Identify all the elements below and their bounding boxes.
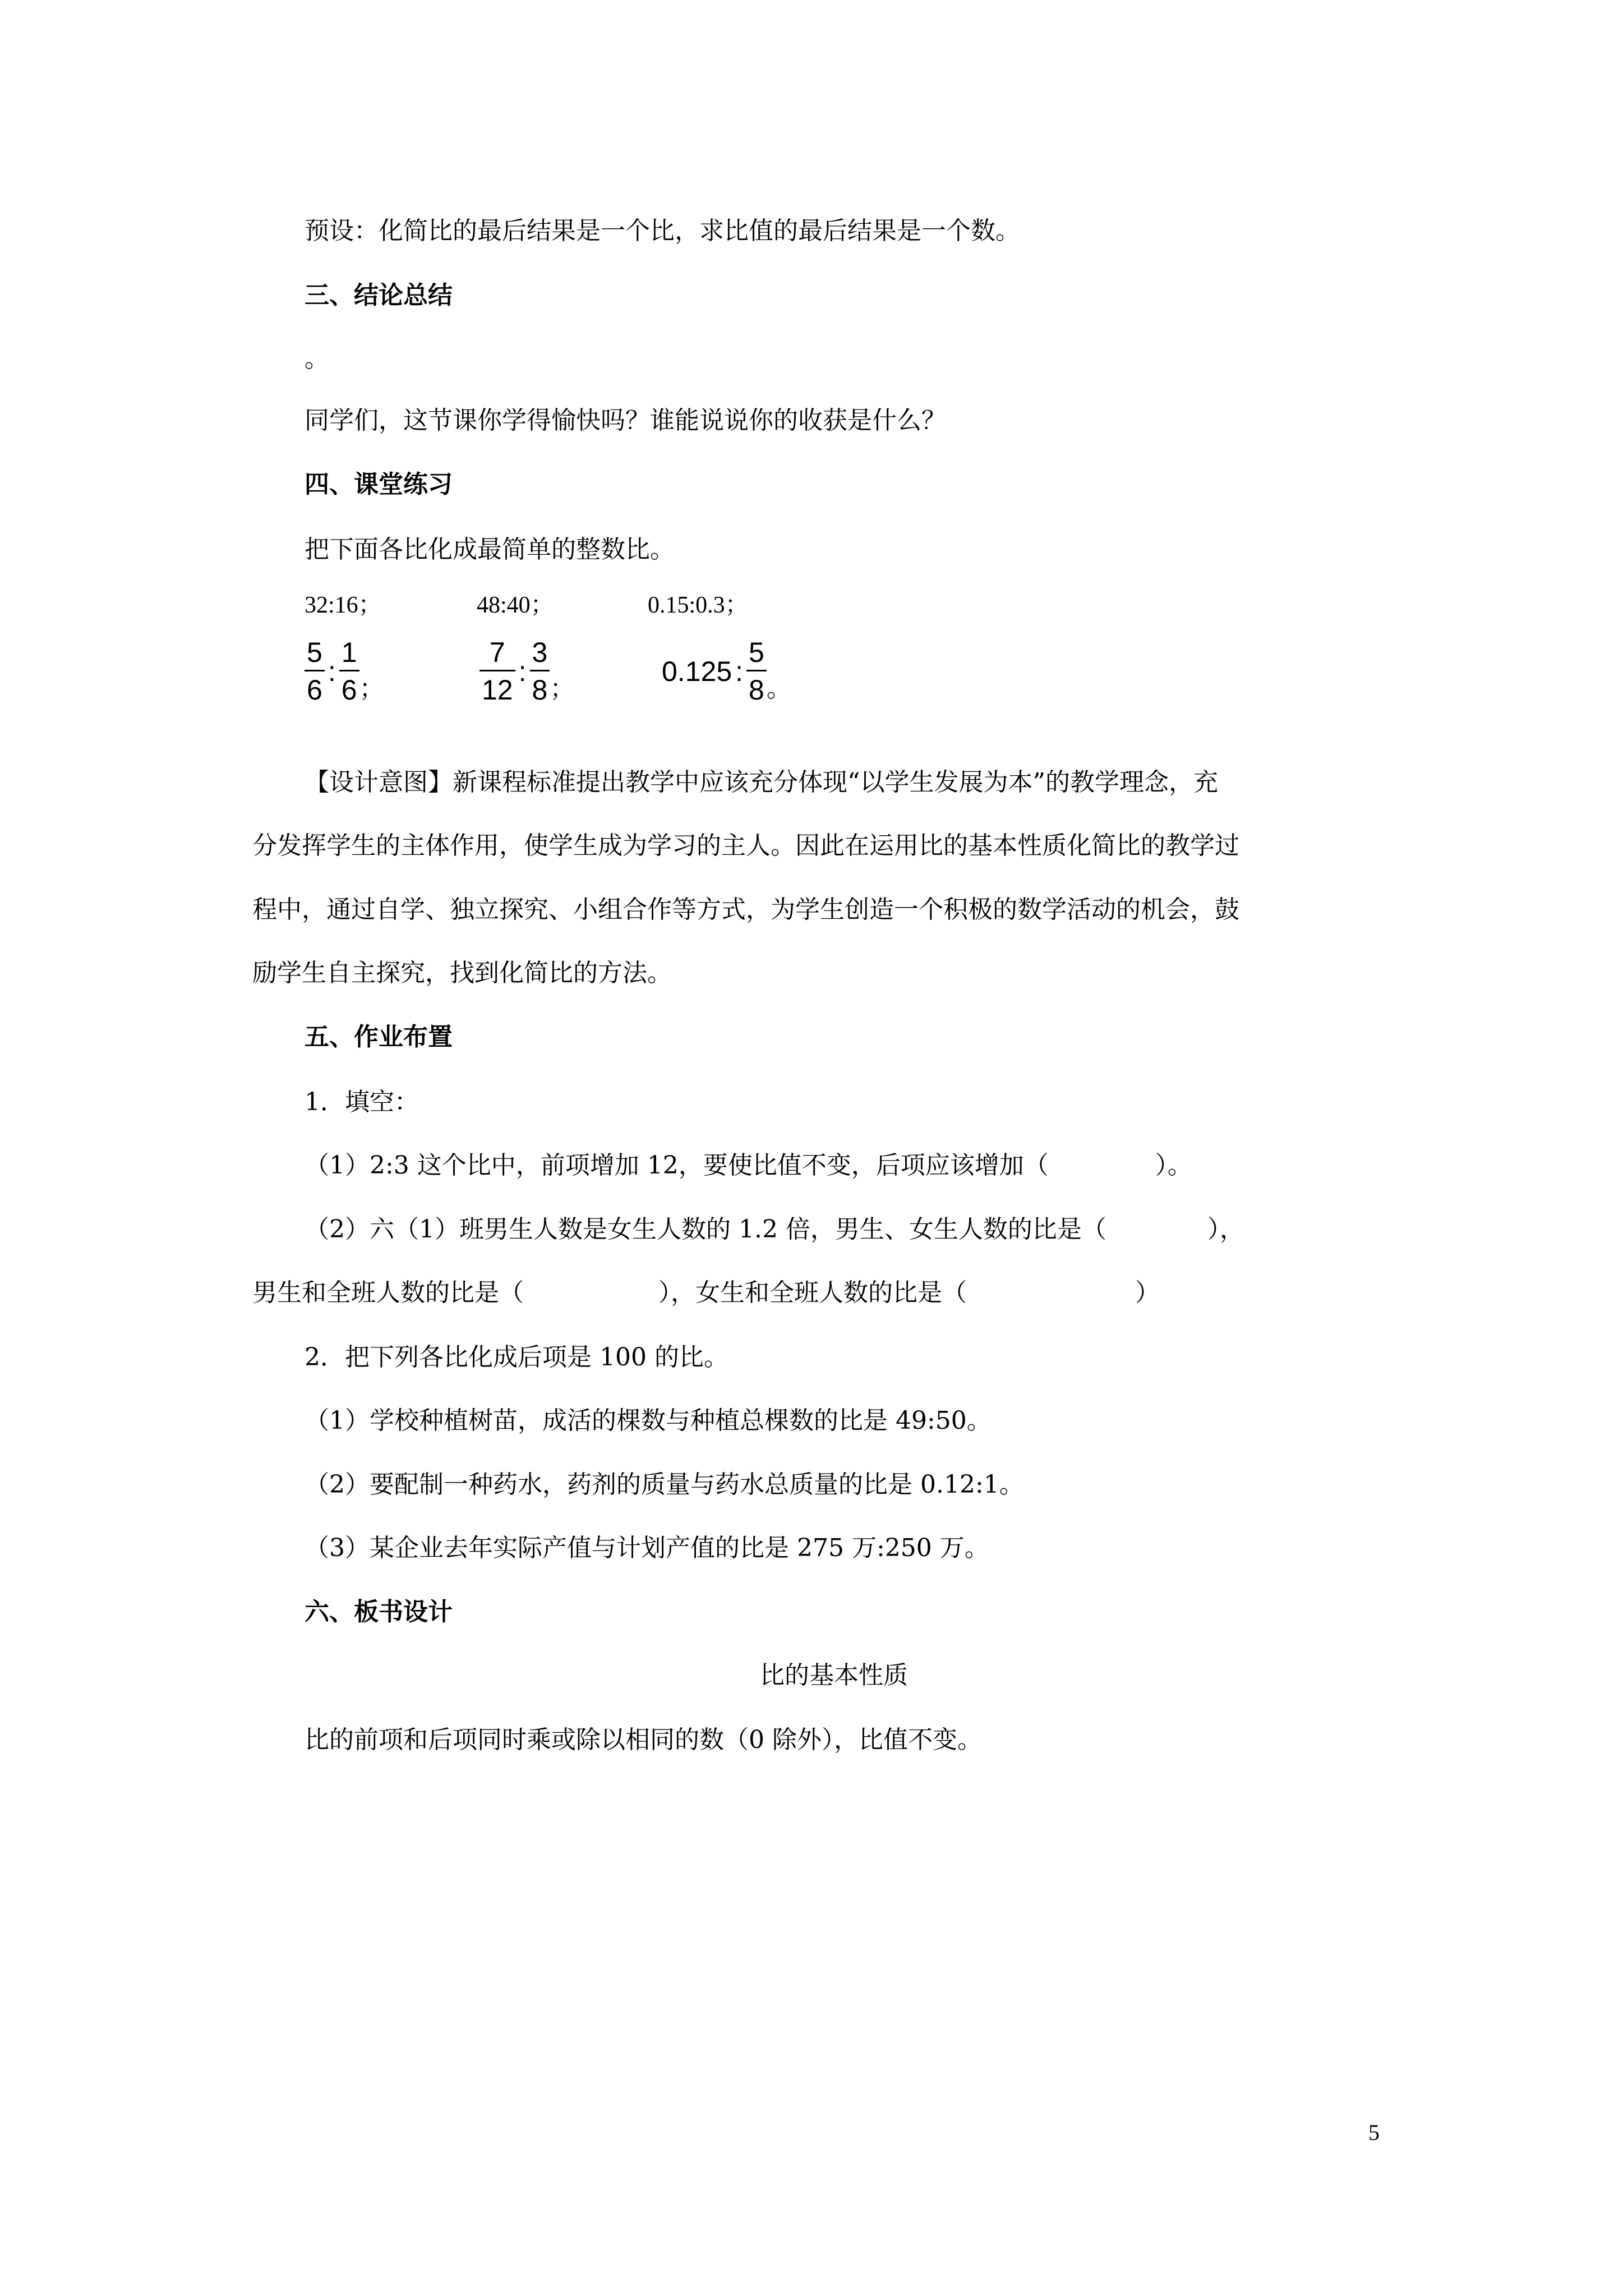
denominator: 6 — [307, 674, 322, 706]
section-heading-practice: 四、课堂练习 — [305, 470, 453, 499]
separator: 。 — [766, 674, 791, 703]
text: （1）2:3 这个比中，前项增加 12，要使比值不变，后项应该增加（ — [305, 1151, 1049, 1180]
fraction — [339, 638, 359, 704]
numerator: 3 — [530, 638, 550, 671]
numerator: 5 — [305, 638, 325, 671]
homework-q1-2-cont — [252, 1278, 1160, 1307]
separator: ； — [359, 674, 384, 703]
decimal-value: 0.125 — [662, 655, 732, 687]
denominator: 12 — [482, 674, 513, 706]
fraction-ratio-2 — [479, 638, 574, 704]
numerator: 7 — [479, 638, 515, 671]
homework-q2-3: （3）某企业去年实际产值与计划产值的比是 275 万:250 万。 — [305, 1534, 989, 1562]
section-heading-board: 六、板书设计 — [305, 1598, 453, 1626]
practice-instruction: 把下面各比化成最简单的整数比。 — [305, 535, 675, 564]
numerator: 1 — [339, 638, 359, 671]
ratio-item-3: 0.15:0.3； — [648, 592, 749, 618]
ratio-item-2: 48:40； — [477, 592, 554, 618]
denominator: 8 — [532, 674, 548, 706]
text: 男生和全班人数的比是（ — [252, 1278, 524, 1307]
section-heading-conclusion: 三、结论总结 — [305, 281, 453, 310]
section-heading-homework: 五、作业布置 — [305, 1023, 453, 1051]
board-rule: 比的前项和后项同时乘或除以相同的数（0 除外），比值不变。 — [305, 1726, 982, 1754]
numerator: 5 — [746, 638, 767, 671]
fraction — [530, 638, 550, 704]
homework-q1-1 — [305, 1153, 1192, 1178]
preset-text: 预设：化简比的最后结果是一个比，求比值的最后结果是一个数。 — [305, 217, 1020, 245]
fraction-ratio-1 — [305, 638, 384, 704]
denominator: 8 — [749, 674, 764, 706]
text: （2）六（1）班男生人数是女生人数的 1.2 倍，男生、女生人数的比是（ — [305, 1215, 1106, 1244]
page-number: 5 — [1368, 2120, 1380, 2145]
text: ），女生和全班人数的比是（ — [658, 1278, 967, 1307]
design-intent-line-2: 分发挥学生的主体作用，使学生成为学习的主人。因此在运用比的基本性质化简比的教学过 — [252, 831, 1239, 860]
design-intent-line-4: 励学生自主探究，找到化简比的方法。 — [252, 959, 672, 987]
separator: ； — [550, 674, 575, 703]
text: ） — [1135, 1278, 1160, 1307]
design-intent-line-1: 【设计意图】新课程标准提出教学中应该充分体现“以学生发展为本”的教学理念，充 — [305, 768, 1218, 797]
homework-q1: 1．填空： — [305, 1088, 419, 1116]
homework-q2-2: （2）要配制一种药水，药剂的质量与药水总质量的比是 0.12:1。 — [305, 1470, 1024, 1499]
text: ）。 — [1155, 1151, 1192, 1180]
ratio-colon: : — [735, 655, 744, 687]
board-title: 比的基本性质 — [760, 1661, 908, 1690]
homework-q2: 2．把下列各比化成后项是 100 的比。 — [305, 1343, 728, 1372]
denominator: 6 — [341, 674, 357, 706]
homework-q2-1: （1）学校种植树苗，成活的棵数与种植总棵数的比是 49:50。 — [305, 1406, 992, 1435]
fraction-ratio-3 — [662, 638, 791, 704]
fraction — [305, 638, 325, 704]
text: ）， — [1207, 1215, 1244, 1244]
ratio-colon: : — [518, 655, 527, 687]
homework-q1-2 — [305, 1217, 1244, 1242]
conclusion-question: 同学们，这节课你学得愉快吗？谁能说说你的收获是什么？ — [305, 406, 946, 435]
conclusion-dot: 。 — [305, 344, 329, 373]
ratio-item-1: 32:16； — [305, 592, 382, 618]
ratio-colon: : — [328, 655, 336, 687]
design-intent-line-3: 程中，通过自学、独立探究、小组合作等方式，为学生创造一个积极的数学活动的机会，鼓 — [252, 895, 1239, 924]
fraction — [479, 638, 515, 704]
fraction — [746, 638, 767, 704]
